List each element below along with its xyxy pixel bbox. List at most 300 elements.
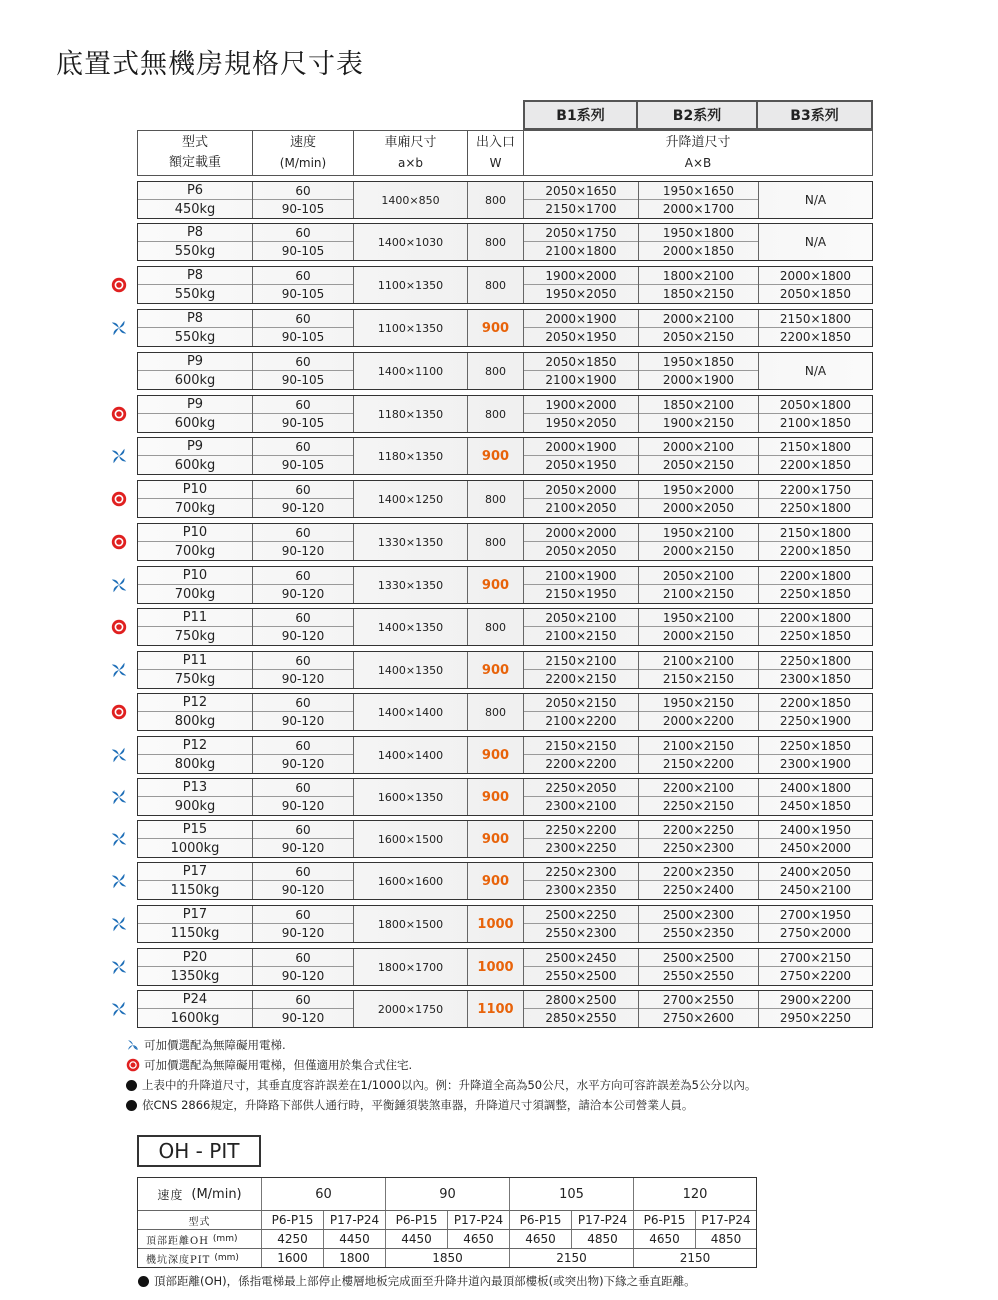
speed-value: 60 <box>253 949 353 967</box>
header-car-sub: a×b <box>397 156 424 170</box>
b2-shaft-size-alt: 2250×2300 <box>662 841 735 855</box>
b1-shaft-size: 2050×1850 <box>524 353 638 371</box>
car-size-cell <box>354 991 468 1027</box>
note-star <box>138 1035 756 1055</box>
speed-cell <box>253 353 354 389</box>
b2-shaft-size-alt: 2000×1850 <box>662 244 735 258</box>
model-cell <box>138 481 253 517</box>
b2-shaft-cell <box>639 267 759 303</box>
b3-shaft-size: 2250×1800 <box>759 652 872 670</box>
b2-shaft-size-alt: 2550×2550 <box>662 969 735 983</box>
notes <box>138 1035 756 1115</box>
b3-shaft-size-alt: 2750×2000 <box>779 926 852 940</box>
b1-shaft-cell <box>524 821 639 857</box>
car-size: 1330×1350 <box>377 578 444 592</box>
speed-range: 90-120 <box>281 926 325 940</box>
door-width: 800 <box>485 620 506 634</box>
speed-value: 60 <box>253 609 353 627</box>
door-width: 900 <box>481 873 510 889</box>
speed-range: 90-120 <box>281 544 325 558</box>
b1-shaft-size-alt: 2200×2150 <box>545 672 617 686</box>
model-cell <box>138 353 253 389</box>
car-size-cell <box>354 906 468 942</box>
model-code: P11 <box>138 652 252 670</box>
car-size: 1600×1500 <box>377 832 444 846</box>
oh-speed-label: 速度 <box>157 1187 184 1202</box>
b2-shaft-cell <box>639 609 759 645</box>
bullet-icon <box>126 1080 137 1091</box>
b3-shaft-cell <box>759 652 872 688</box>
rated-load: 700kg <box>174 586 216 602</box>
b2-shaft-cell <box>639 779 759 815</box>
table-row <box>137 608 873 646</box>
red-circle-icon <box>110 703 128 721</box>
b2-shaft-size-alt: 1900×2150 <box>662 416 735 430</box>
oh-type-cell: P17-P24 <box>572 1211 634 1229</box>
speed-value: 60 <box>253 267 353 285</box>
model-code: P10 <box>138 567 252 585</box>
note-bullet-1 <box>138 1075 756 1095</box>
oh-speed-unit: (M/min) <box>191 1186 242 1202</box>
car-size: 1400×1030 <box>377 235 444 249</box>
b2-shaft-size: 1950×1850 <box>639 353 758 371</box>
speed-value: 60 <box>253 438 353 456</box>
b1-shaft-size: 2000×1900 <box>524 438 638 456</box>
b3-shaft-size: 2250×1850 <box>759 737 872 755</box>
b1-shaft-cell <box>524 906 639 942</box>
car-size-cell <box>354 481 468 517</box>
b3-shaft-cell <box>759 949 872 985</box>
b3-shaft-size-alt: 2750×2200 <box>779 969 852 983</box>
oh-speed-120: 120 <box>682 1186 708 1202</box>
model-cell <box>138 863 253 899</box>
b3-not-available: N/A <box>804 235 827 249</box>
speed-value: 60 <box>253 821 353 839</box>
b3-not-available: N/A <box>804 364 827 378</box>
b1-shaft-size: 2050×1650 <box>524 182 638 200</box>
door-width: 900 <box>481 831 510 847</box>
door-width: 900 <box>481 448 510 464</box>
b1-shaft-cell <box>524 481 639 517</box>
speed-value: 60 <box>253 224 353 242</box>
bullet-icon <box>138 1276 149 1287</box>
b1-shaft-size-alt: 1950×2050 <box>545 287 617 301</box>
car-size-cell <box>354 524 468 560</box>
model-code: P10 <box>138 481 252 499</box>
model-cell <box>138 737 253 773</box>
bottom-note-text: 頂部距離(OH)，係指電梯最上部停止樓層地板完成面至升降井道內最頂部樓板(或突出物)下緣之垂直距離。 <box>154 1274 696 1288</box>
b2-shaft-size: 1950×2100 <box>639 609 758 627</box>
b1-shaft-cell <box>524 438 639 474</box>
b1-shaft-size: 1900×2000 <box>524 267 638 285</box>
b2-shaft-size: 1950×1800 <box>639 224 758 242</box>
rated-load: 800kg <box>174 713 216 729</box>
car-size: 1180×1350 <box>377 407 444 421</box>
wheelchair-star-icon <box>110 788 128 806</box>
oh-pit-label: 機坑深度PIT <box>146 1254 211 1266</box>
b2-shaft-size: 2200×2350 <box>639 863 758 881</box>
table-row <box>137 820 873 858</box>
b1-shaft-cell <box>524 863 639 899</box>
table-row <box>137 309 873 347</box>
b2-shaft-size: 1950×1650 <box>639 182 758 200</box>
speed-cell <box>253 694 354 730</box>
header-shaft-sub: A×B <box>684 156 712 170</box>
b2-shaft-size: 1950×2100 <box>639 524 758 542</box>
series-b2-header: B2系列 <box>638 100 758 130</box>
b2-shaft-size-alt: 2000×2050 <box>662 501 735 515</box>
rated-load: 750kg <box>174 671 216 687</box>
speed-cell <box>253 182 354 218</box>
table-row <box>137 395 873 433</box>
speed-range: 90-120 <box>281 672 325 686</box>
model-code: P8 <box>138 310 252 328</box>
wheelchair-star-icon <box>110 447 128 465</box>
door-cell <box>468 779 524 815</box>
b2-shaft-size: 2000×2100 <box>639 438 758 456</box>
door-cell <box>468 906 524 942</box>
door-width: 800 <box>485 535 506 549</box>
b3-shaft-cell <box>759 396 872 432</box>
door-width: 1000 <box>477 916 514 932</box>
wheelchair-star-icon <box>126 1038 140 1052</box>
oh-value-cell: 4450 <box>324 1230 386 1248</box>
b3-shaft-cell <box>759 779 872 815</box>
note-circle <box>138 1055 756 1075</box>
speed-range: 90-120 <box>281 883 325 897</box>
wheelchair-star-icon <box>110 1000 128 1018</box>
b2-shaft-size: 1800×2100 <box>639 267 758 285</box>
door-cell <box>468 991 524 1027</box>
red-circle-icon <box>110 276 128 294</box>
b3-shaft-size: 2200×1800 <box>759 567 872 585</box>
b2-shaft-size: 2050×2100 <box>639 567 758 585</box>
table-row <box>137 181 873 219</box>
door-cell <box>468 737 524 773</box>
header-type-load <box>138 131 253 175</box>
red-circle-icon <box>126 1058 140 1072</box>
car-size-cell <box>354 821 468 857</box>
car-size-cell <box>354 737 468 773</box>
b2-shaft-size-alt: 2050×2150 <box>662 330 735 344</box>
model-code: P9 <box>138 438 252 456</box>
b3-shaft-size-alt: 2450×2000 <box>779 841 852 855</box>
door-width: 800 <box>485 364 506 378</box>
b3-shaft-cell <box>759 438 872 474</box>
door-width: 900 <box>481 747 510 763</box>
model-code: P20 <box>138 949 252 967</box>
oh-value-cell: 4850 <box>572 1230 634 1248</box>
door-cell <box>468 694 524 730</box>
table-row <box>137 693 873 731</box>
header-door-sub: W <box>489 156 502 170</box>
b1-shaft-size-alt: 2300×2250 <box>545 841 617 855</box>
speed-cell <box>253 779 354 815</box>
pit-value-cell: 1850 <box>386 1249 510 1267</box>
oh-value-cell: 4650 <box>634 1230 696 1248</box>
note-bullet-2-text: 依CNS 2866規定，升降路下部供人通行時，平衡錘須裝煞車器，升降道尺寸須調整，請洽本公司營業人員。 <box>142 1098 694 1112</box>
door-width: 900 <box>481 789 510 805</box>
model-cell <box>138 652 253 688</box>
model-code: P8 <box>138 224 252 242</box>
header-speed-unit: (M/min) <box>279 156 327 170</box>
model-cell <box>138 779 253 815</box>
b1-shaft-size-alt: 2200×2200 <box>545 757 617 771</box>
door-width: 900 <box>481 320 510 336</box>
b3-shaft-size: 2200×1750 <box>759 481 872 499</box>
oh-type-cell: P17-P24 <box>324 1211 386 1229</box>
b3-shaft-size-alt: 2200×1850 <box>779 544 852 558</box>
door-cell <box>468 567 524 603</box>
table-row <box>137 566 873 604</box>
b1-shaft-size-alt: 2100×2050 <box>545 501 617 515</box>
speed-value: 60 <box>253 652 353 670</box>
model-cell <box>138 821 253 857</box>
b1-shaft-size: 2050×2150 <box>524 694 638 712</box>
door-cell <box>468 949 524 985</box>
b2-shaft-size-alt: 2250×2150 <box>662 799 735 813</box>
door-cell <box>468 224 524 260</box>
b2-shaft-cell <box>639 652 759 688</box>
oh-type-cell: P17-P24 <box>701 1213 751 1227</box>
b3-shaft-size-alt: 2950×2250 <box>779 1011 852 1025</box>
b2-shaft-cell <box>639 481 759 517</box>
note-circle-text: 可加價選配為無障礙用電梯，但僅適用於集合式住宅. <box>144 1058 413 1072</box>
door-cell <box>468 863 524 899</box>
b1-shaft-size-alt: 2050×1950 <box>545 330 617 344</box>
header-car <box>354 131 468 175</box>
speed-value: 60 <box>253 524 353 542</box>
rated-load: 550kg <box>174 286 216 302</box>
car-size: 1400×1400 <box>377 748 444 762</box>
model-cell <box>138 310 253 346</box>
b1-shaft-size-alt: 2150×1700 <box>545 202 617 216</box>
model-code: P6 <box>138 182 252 200</box>
car-size: 1180×1350 <box>377 449 444 463</box>
b3-shaft-size-alt: 2450×1850 <box>779 799 852 813</box>
b2-shaft-size: 1950×2150 <box>639 694 758 712</box>
speed-value: 60 <box>253 694 353 712</box>
b1-shaft-cell <box>524 310 639 346</box>
b1-shaft-size: 2150×2150 <box>524 737 638 755</box>
door-cell <box>468 396 524 432</box>
b1-shaft-size-alt: 2850×2550 <box>545 1011 617 1025</box>
speed-value: 60 <box>253 481 353 499</box>
red-circle-icon <box>110 405 128 423</box>
table-row <box>137 352 873 390</box>
oh-type-cell: P6-P15 <box>634 1211 696 1229</box>
oh-pit-row <box>138 1249 756 1267</box>
b3-shaft-cell <box>759 821 872 857</box>
b1-shaft-cell <box>524 567 639 603</box>
car-size-cell <box>354 267 468 303</box>
pit-value-cell: 2150 <box>679 1251 711 1265</box>
model-code: P11 <box>138 609 252 627</box>
speed-range: 90-105 <box>281 244 325 258</box>
speed-range: 90-120 <box>281 841 325 855</box>
b3-shaft-size: 2400×1800 <box>759 779 872 797</box>
header-speed <box>253 131 354 175</box>
b1-shaft-size: 2250×2050 <box>524 779 638 797</box>
model-code: P24 <box>138 991 252 1009</box>
b1-shaft-size: 2250×2300 <box>524 863 638 881</box>
oh-oh-row <box>138 1230 756 1249</box>
table-row <box>137 523 873 561</box>
car-size: 1100×1350 <box>377 321 444 335</box>
b3-shaft-cell <box>759 991 872 1027</box>
speed-cell <box>253 906 354 942</box>
b2-shaft-size-alt: 2000×2200 <box>662 714 735 728</box>
oh-type-label: 型式 <box>188 1216 211 1228</box>
speed-range: 90-105 <box>281 373 325 387</box>
table-row <box>137 990 873 1028</box>
oh-speed-90: 90 <box>386 1178 510 1210</box>
speed-cell <box>253 737 354 773</box>
speed-cell <box>253 949 354 985</box>
b2-shaft-size-alt: 2000×1900 <box>662 373 735 387</box>
model-cell <box>138 949 253 985</box>
rated-load: 700kg <box>174 543 216 559</box>
b2-shaft-size: 2000×2100 <box>639 310 758 328</box>
b2-shaft-size-alt: 2100×2150 <box>662 587 735 601</box>
rated-load: 450kg <box>174 201 216 217</box>
model-code: P8 <box>138 267 252 285</box>
model-code: P17 <box>138 863 252 881</box>
b1-shaft-size-alt: 2050×2050 <box>545 544 617 558</box>
speed-value: 60 <box>253 779 353 797</box>
table-row <box>137 736 873 774</box>
b1-shaft-cell <box>524 652 639 688</box>
rated-load: 550kg <box>174 243 216 259</box>
car-size-cell <box>354 182 468 218</box>
b3-shaft-size-alt: 2250×1850 <box>779 629 852 643</box>
oh-value-cell: 4650 <box>448 1230 510 1248</box>
series-b3-header: B3系列 <box>758 100 873 130</box>
car-size-cell <box>354 396 468 432</box>
b1-shaft-size-alt: 1950×2050 <box>545 416 617 430</box>
car-size: 1600×1600 <box>377 874 444 888</box>
b1-shaft-size: 2050×1750 <box>524 224 638 242</box>
door-cell <box>468 481 524 517</box>
oh-type-row <box>138 1211 756 1230</box>
speed-cell <box>253 863 354 899</box>
rated-load: 1150kg <box>170 882 220 898</box>
pit-value-cell: 2150 <box>510 1249 634 1267</box>
speed-range: 90-105 <box>281 458 325 472</box>
header-speed-label: 速度 <box>289 135 316 150</box>
speed-range: 90-120 <box>281 1011 325 1025</box>
b2-shaft-size-alt: 2000×2150 <box>662 629 735 643</box>
oh-type-cell: P6-P15 <box>386 1211 448 1229</box>
rated-load: 600kg <box>174 372 216 388</box>
b3-shaft-cell <box>759 267 872 303</box>
model-cell <box>138 182 253 218</box>
door-cell <box>468 524 524 560</box>
model-cell <box>138 438 253 474</box>
door-width: 1000 <box>477 959 514 975</box>
b3-shaft-size: 2200×1800 <box>759 609 872 627</box>
b1-shaft-size: 2500×2250 <box>524 906 638 924</box>
b3-shaft-size-alt: 2050×1850 <box>779 287 852 301</box>
b2-shaft-size-alt: 2150×2200 <box>662 757 735 771</box>
oh-type-cell: P17-P24 <box>448 1211 510 1229</box>
model-code: P12 <box>138 694 252 712</box>
b2-shaft-cell <box>639 524 759 560</box>
car-size: 1400×1250 <box>377 492 444 506</box>
b1-shaft-size: 2050×2100 <box>524 609 638 627</box>
speed-range: 90-120 <box>281 757 325 771</box>
b1-shaft-cell <box>524 991 639 1027</box>
b1-shaft-cell <box>524 694 639 730</box>
b3-shaft-size-alt: 2250×1900 <box>779 714 852 728</box>
b1-shaft-size-alt: 2300×2350 <box>545 883 617 897</box>
rated-load: 1600kg <box>170 1010 220 1026</box>
rated-load: 600kg <box>174 415 216 431</box>
oh-pit-table <box>137 1177 757 1268</box>
oh-speed-60: 60 <box>262 1178 386 1210</box>
b2-shaft-size-alt: 1850×2150 <box>662 287 735 301</box>
speed-value: 60 <box>253 737 353 755</box>
pit-value-cell: 1800 <box>324 1249 386 1267</box>
oh-pit-label-cell <box>138 1249 262 1267</box>
b1-shaft-size-alt: 2100×2150 <box>545 629 617 643</box>
model-cell <box>138 224 253 260</box>
note-star-text: 可加價選配為無障礙用電梯. <box>144 1038 286 1052</box>
speed-cell <box>253 438 354 474</box>
b3-shaft-size-alt: 2250×1850 <box>779 587 852 601</box>
header-load: 額定載重 <box>168 155 221 170</box>
b1-shaft-size: 2000×1900 <box>524 310 638 328</box>
rated-load: 700kg <box>174 500 216 516</box>
speed-value: 60 <box>253 567 353 585</box>
b3-shaft-cell <box>759 737 872 773</box>
oh-oh-label: 頂部距離OH <box>146 1235 209 1247</box>
b2-shaft-size: 2500×2300 <box>639 906 758 924</box>
model-cell <box>138 396 253 432</box>
car-size: 1100×1350 <box>377 278 444 292</box>
page-title: 底置式無機房規格尺寸表 <box>56 49 364 80</box>
oh-value-cell: 4650 <box>510 1230 572 1248</box>
car-size-cell <box>354 438 468 474</box>
red-circle-icon <box>110 490 128 508</box>
b3-shaft-size: 2150×1800 <box>759 310 872 328</box>
door-width: 800 <box>485 705 506 719</box>
b1-shaft-size: 2800×2500 <box>524 991 638 1009</box>
note-bullet-2 <box>138 1095 756 1115</box>
b3-shaft-cell <box>759 310 872 346</box>
model-cell <box>138 694 253 730</box>
b3-shaft-size: 2200×1850 <box>759 694 872 712</box>
b3-shaft-size: 2050×1800 <box>759 396 872 414</box>
rated-load: 1000kg <box>170 840 220 856</box>
wheelchair-star-icon <box>110 661 128 679</box>
speed-cell <box>253 267 354 303</box>
table-row <box>137 905 873 943</box>
oh-type-cell: P6-P15 <box>510 1211 572 1229</box>
speed-cell <box>253 652 354 688</box>
speed-range: 90-120 <box>281 501 325 515</box>
b2-shaft-cell <box>639 694 759 730</box>
b2-shaft-cell <box>639 438 759 474</box>
b1-shaft-size-alt: 2550×2500 <box>545 969 617 983</box>
car-size-cell <box>354 694 468 730</box>
b3-shaft-cell <box>759 353 872 389</box>
oh-oh-label-cell <box>138 1230 262 1248</box>
wheelchair-star-icon <box>110 958 128 976</box>
speed-range: 90-120 <box>281 587 325 601</box>
door-cell <box>468 438 524 474</box>
door-cell <box>468 267 524 303</box>
